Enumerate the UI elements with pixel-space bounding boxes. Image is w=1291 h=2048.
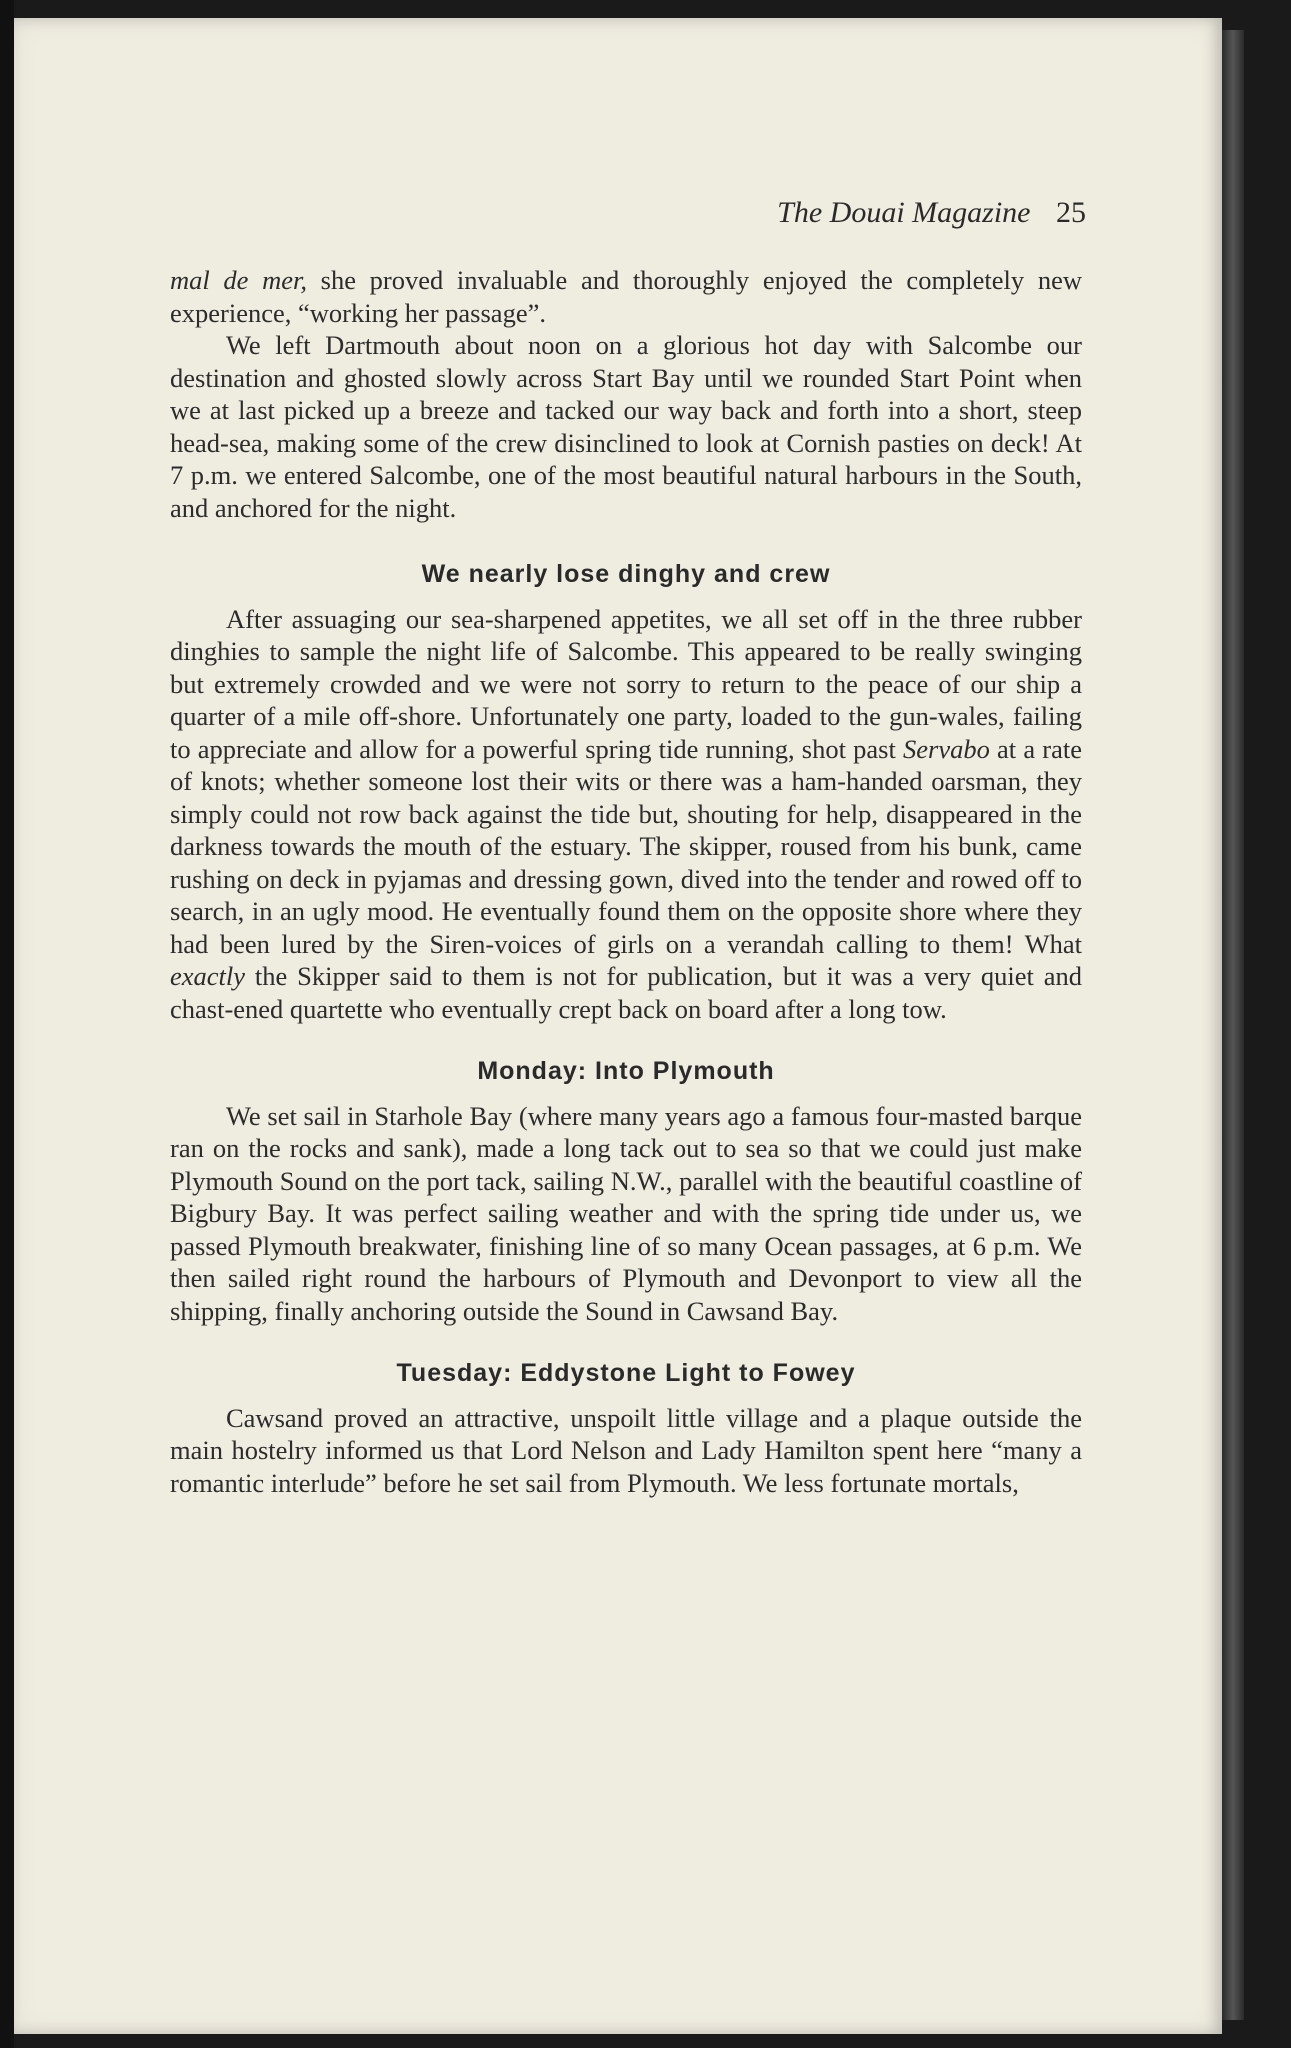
- running-header: [150, 196, 1086, 230]
- section-heading: Monday: Into Plymouth: [477, 1057, 775, 1085]
- italic-phrase: Servabo: [903, 733, 990, 764]
- section-heading: Tuesday: Eddystone Light to Fowey: [396, 1359, 856, 1387]
- paragraph: Cawsand proved an attractive, unspoilt little village and a plaque outside the main hostelry informed us that Lord Nelson and Lady Hamilton spent here “many a romantic interlude” before he set sail from Plymouth. We less fortunate mortals,: [170, 1402, 1082, 1498]
- italic-phrase: mal de mer,: [170, 265, 307, 295]
- book-spine: [0, 0, 14, 2048]
- paragraph: [170, 264, 1082, 329]
- section-heading: We nearly lose dinghy and crew: [421, 560, 831, 588]
- paragraph-text: After assuaging our sea-sharpened appetites, we all set off in the three rubber dinghies to sample the night life of Salcombe. This appeared to be really swinging but extremely crowded and we were not sorry to return to the peace of our ship a quarter of a mile off-shore. Unfortunately one party, loaded to the gun-wales, failing to appreciate and allow for a powerful spring tide running, shot past: [170, 603, 1082, 764]
- paragraph: [170, 603, 1082, 1026]
- page-number: 25: [1056, 196, 1086, 229]
- paragraph-text: she proved invaluable and thoroughly enjoyed the completely new experience, “working her passage”.: [170, 265, 1082, 328]
- paragraph: We set sail in Starhole Bay (where many years ago a famous four-masted barque ran on the rocks and sank), made a long tack out to sea so that we could just make Plymouth Sound on the port tack, sailing N.W., parallel with the beautiful coastline of Bigbury Bay. It was perfect sailing weather and with the spring tide under us, we passed Plymouth breakwater, finishing line of so many Ocean passages, at 6 p.m. We then sailed right round the harbours of Plymouth and Devonport to view all the shipping, finally anchoring outside the Sound in Cawsand Bay.: [170, 1100, 1082, 1326]
- magazine-title: The Douai Magazine: [777, 196, 1031, 229]
- paragraph: We left Dartmouth about noon on a glorious hot day with Salcombe our destination and ghosted slowly across Start Bay until we rounded Start Point when we at last picked up a breeze and tacked our way back and forth into a short, steep head-sea, making some of the crew disinclined to look at Cornish pasties on deck! At 7 p.m. we entered Salcombe, one of the most beautiful natural harbours in the South, and anchored for the night.: [170, 330, 1082, 523]
- italic-phrase: exactly: [170, 961, 246, 991]
- paragraph-text: the Skipper said to them is not for publication, but it was a very quiet and chast-ened quartette who eventually crept back on board after a long tow.: [170, 961, 1082, 1024]
- paragraph-text: at a rate of knots; whether someone lost their wits or there was a ham-handed oarsman, they simply could not row back against the tide but, shouting for help, disappeared in the darkness towards the mouth of the estuary. The skipper, roused from his bunk, came rushing on deck in pyjamas and dressing gown, dived into the tender and rowed off to search, in an ugly mood. He eventually found them on the opposite shore where they had been lured by the Siren-voices of girls on a verandah calling to them! What: [170, 733, 1082, 959]
- page-edge: [1222, 30, 1244, 2020]
- article-body: [170, 264, 1082, 1499]
